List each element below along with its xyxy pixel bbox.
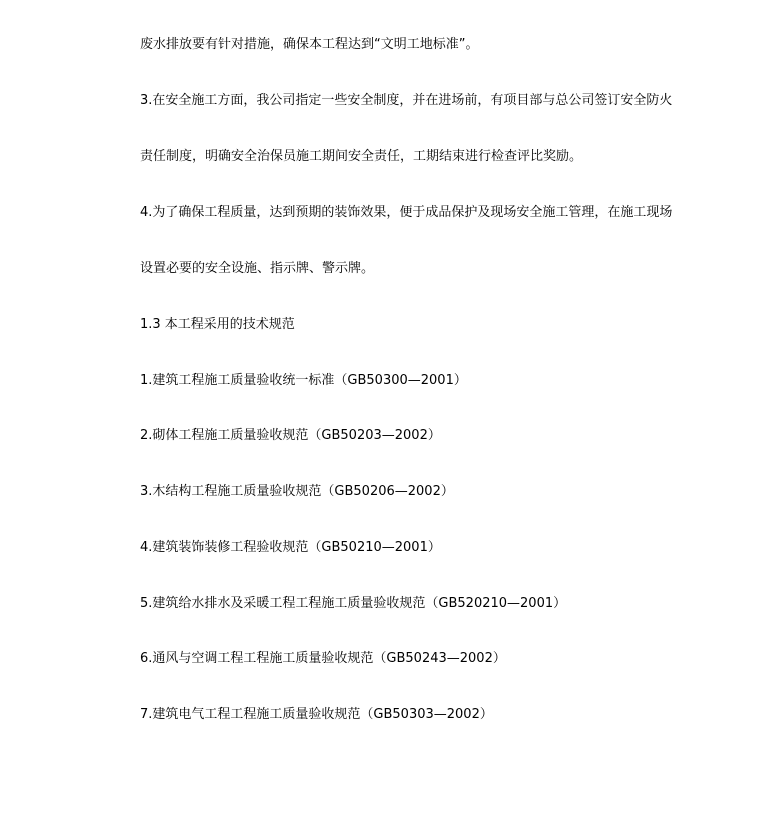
standard-list-item: 4.建筑装饰装修工程验收规范（GB50210—2001）: [140, 540, 441, 555]
standard-list-item: 7.建筑电气工程工程施工质量验收规范（GB50303—2002）: [140, 707, 493, 722]
section-heading: 1.3 本工程采用的技术规范: [140, 317, 295, 332]
standard-list-item: 2.砌体工程施工质量验收规范（GB50203—2002）: [140, 428, 441, 443]
standard-list-item: 1.建筑工程施工质量验收统一标准（GB50300—2001）: [140, 373, 467, 388]
paragraph-line: 废水排放要有针对措施，确保本工程达到“文明工地标准”。: [140, 37, 479, 52]
standard-list-item: 6.通风与空调工程工程施工质量验收规范（GB50243—2002）: [140, 651, 506, 666]
standard-list-item: 3.木结构工程施工质量验收规范（GB50206—2002）: [140, 484, 454, 499]
paragraph-line: 责任制度，明确安全治保员施工期间安全责任，工期结束进行检查评比奖励。: [140, 149, 583, 164]
paragraph-line: 设置必要的安全设施、指示牌、警示牌。: [140, 261, 375, 276]
paragraph-line: 4.为了确保工程质量，达到预期的装饰效果，便于成品保护及现场安全施工管理，在施工现场: [140, 205, 673, 220]
standard-list-item: 5.建筑给水排水及采暖工程工程施工质量验收规范（GB520210—2001）: [140, 596, 567, 611]
paragraph-line: 3.在安全施工方面，我公司指定一些安全制度，并在进场前，有项目部与总公司签订安全防火: [140, 93, 673, 108]
